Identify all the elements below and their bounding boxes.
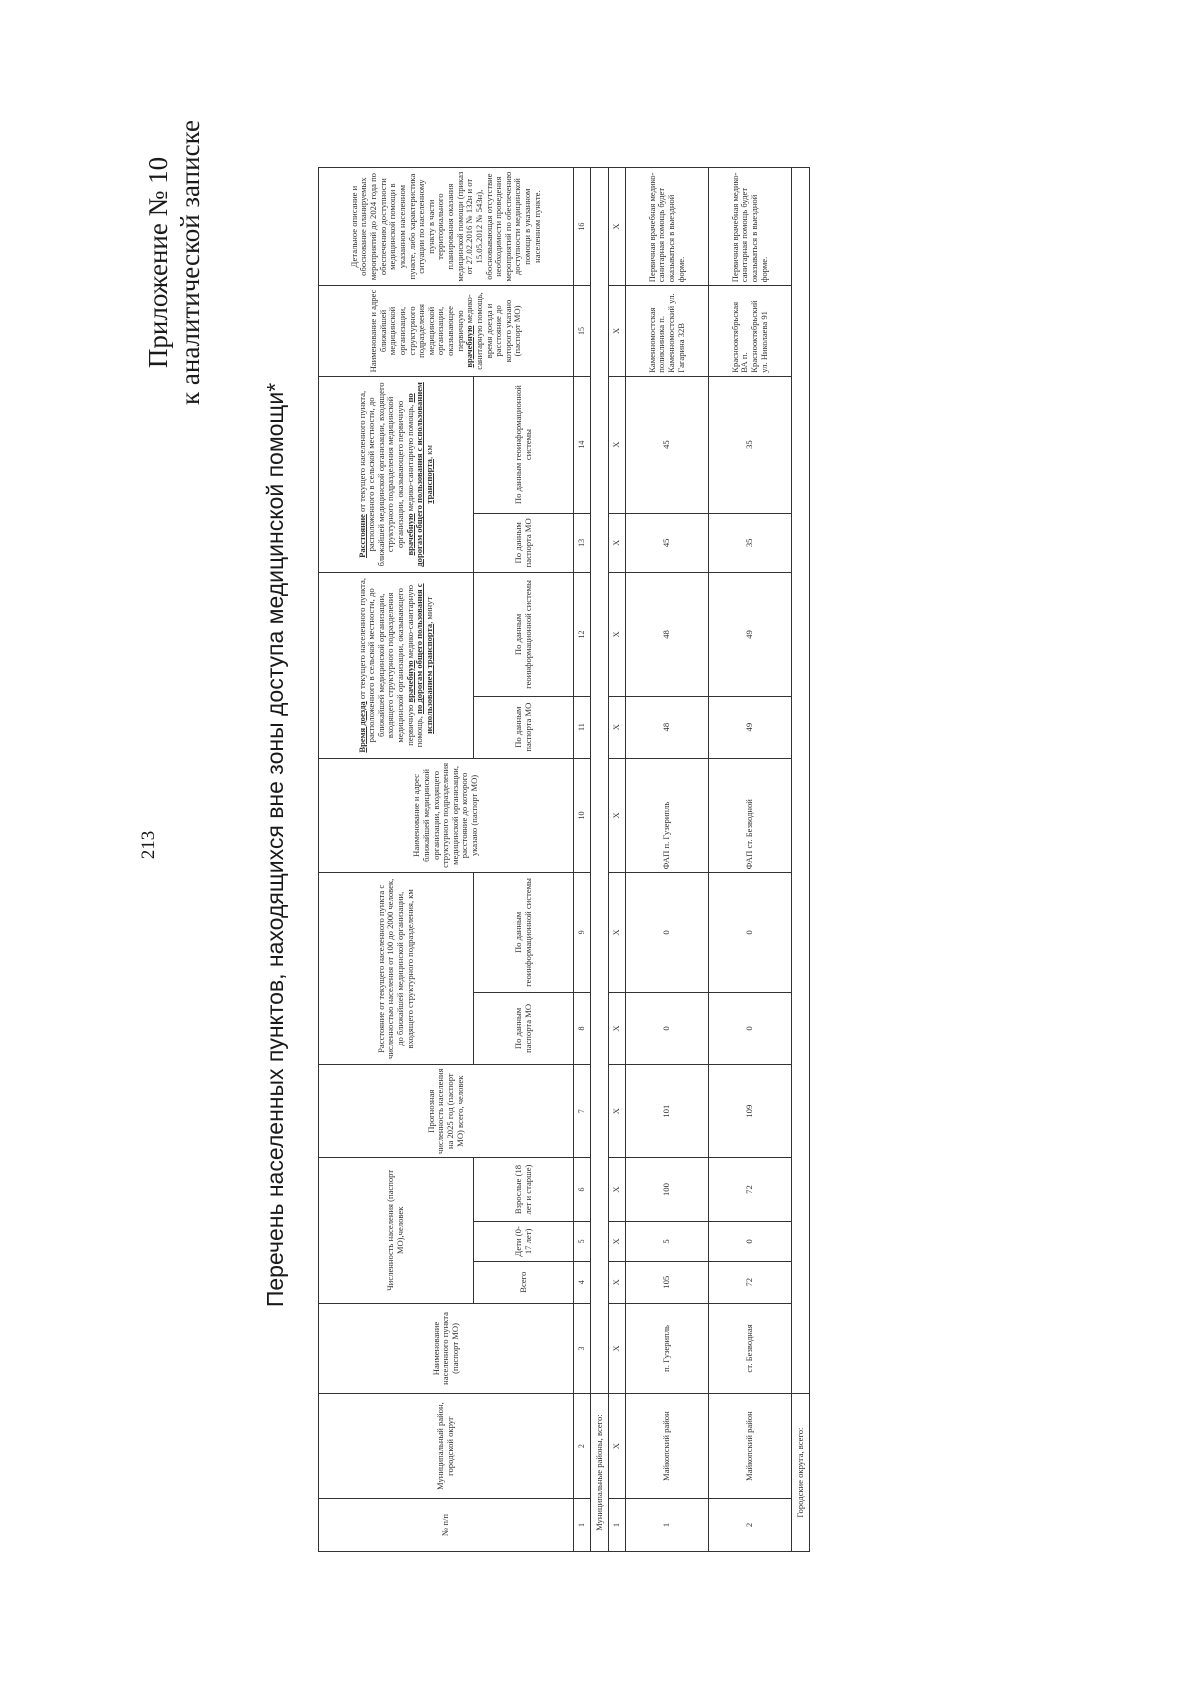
row-dist-passport: 0 — [709, 992, 792, 1065]
row-adults: 72 — [709, 1158, 792, 1222]
row-time-geo: 49 — [709, 573, 792, 697]
time-group-road: по дорогам общего пользования с использованием транспорта — [414, 583, 434, 734]
dist2-group-mid: врачебную — [404, 513, 415, 556]
header-population-group: Численность населения (паспорт МО),человек — [319, 1158, 474, 1304]
row-nearest-pc: Каменномостская поликлиника п. Каменномостский ул. Гагарина 32В — [626, 286, 709, 376]
nearest-pc-name: Наименование и адрес ближайшей медицинской организации, структурного подразделения медицинской организации, оказывающее первичную — [368, 289, 465, 373]
header-num: № п/п — [319, 1499, 574, 1552]
dist2-group-unit: , км — [423, 445, 434, 460]
header-pop-children: Дети (0-17 лет) — [474, 1222, 574, 1262]
row-num: 2 — [709, 1499, 792, 1552]
time-group-lead: Время доезда — [356, 701, 367, 753]
row-time-geo: 48 — [626, 573, 709, 697]
x-cell: X — [609, 873, 626, 992]
row-dist-passport: 0 — [626, 992, 709, 1065]
settlements-table — [318, 167, 810, 1552]
x-cell: X — [609, 1261, 626, 1303]
document-title: Перечень населенных пунктов, находящихся вне зоны доступа медицинской помощи* — [262, 382, 288, 1308]
x-cell: X — [609, 286, 626, 376]
row-total: 105 — [626, 1261, 709, 1303]
time-group-unit: , минут — [423, 596, 434, 624]
row-dist2-geo: 45 — [626, 376, 709, 513]
col-number: 8 — [574, 992, 591, 1065]
row-total: 72 — [709, 1261, 792, 1303]
row-forecast: 109 — [709, 1065, 792, 1158]
col-number: 11 — [574, 696, 591, 758]
col-number: 12 — [574, 573, 591, 697]
table-row — [709, 168, 792, 1552]
header-description: Детальное описание и обоснование планируемых мероприятий до 2024 года по обеспечению доступности медицинской помощи в указанном населенном пункте, либо характеристика ситуации по населенному пункту в части территориального планирования оказания медицинской помощи (приказ от 27.02.2016 № 132н и от 15.05.2012 № 543н), обосновывающая отсутствие необходимости проведения мероприятий по обеспечению доступности медицинской помощи в указанном населенном пункте. — [319, 168, 574, 286]
x-cell: X — [609, 1158, 626, 1222]
x-row — [609, 168, 626, 1552]
header-time-passport: По данным паспорта МО — [474, 696, 574, 758]
row-children: 0 — [709, 1222, 792, 1262]
header-dist-geo: По данным геоинформационной системы — [474, 873, 574, 992]
x-cell: X — [609, 1065, 626, 1158]
row-settlement: п. Гузерипль — [626, 1303, 709, 1393]
table-row — [626, 168, 709, 1552]
appendix-line-1: Приложение № 10 — [143, 156, 173, 369]
section-city-row — [792, 168, 810, 1552]
header-distance2-group — [319, 376, 474, 572]
row-dist-geo: 0 — [709, 873, 792, 992]
header-dist2-geo: По данным геоинформационной системы — [474, 376, 574, 513]
x-cell: X — [609, 168, 626, 286]
col-number: 14 — [574, 376, 591, 513]
col-number: 6 — [574, 1158, 591, 1222]
row-time-passport: 49 — [709, 696, 792, 758]
row-time-passport: 48 — [626, 696, 709, 758]
header-settlement: Наименование населенного пункта (паспорт МО) — [319, 1303, 574, 1393]
section-city-label: Городские округа, всего: — [792, 1394, 810, 1552]
row-num: 1 — [626, 1499, 709, 1552]
x-cell: X — [609, 1303, 626, 1393]
row-dist-geo: 0 — [626, 873, 709, 992]
col-number: 3 — [574, 1303, 591, 1393]
row-nearest: ФАП ст. Безводной — [709, 758, 792, 873]
header-row-1 — [319, 168, 474, 1552]
header-dist2-passport: По данным паспорта МО — [474, 513, 574, 573]
header-distance-group: Расстояние от текущего населенного пункта с численностью населения от 100 до 2000 человек, до ближайшей медицинской организации, входящего структурного подразделения, км — [319, 873, 474, 1065]
time-group-text: от текущего населенного пункта, расположенного в сельской местности, до ближайшей медицинской организации, входящего структурного подразделения медицинской организации, оказывающего первичную — [356, 578, 415, 746]
x-cell: X — [609, 758, 626, 873]
section-municipal-row — [591, 168, 609, 1552]
page-number: 213 — [138, 830, 159, 860]
row-settlement: ст. Безводная — [709, 1303, 792, 1393]
col-number: 16 — [574, 168, 591, 286]
header-district: Муниципальный район, городской округ — [319, 1394, 574, 1499]
row-district: Майкопский район — [709, 1394, 792, 1499]
dist2-group-text2: медико-санитарную помощь, — [404, 404, 415, 512]
x-cell: X — [609, 513, 626, 573]
row-forecast: 101 — [626, 1065, 709, 1158]
col-number: 4 — [574, 1261, 591, 1303]
nearest-pc-tail: медико-санитарную помощь, время доезда и расстояние до которого указано (паспорт МО) — [464, 292, 523, 370]
dist2-group-lead: Расстояние — [356, 514, 367, 558]
column-number-row — [574, 168, 591, 1552]
header-time-geo: По данным геоинформационной системы — [474, 573, 574, 697]
time-group-mid: врачебную — [404, 660, 415, 703]
header-pop-adults: Взрослые (18 лет и старше) — [474, 1158, 574, 1222]
col-number: 10 — [574, 758, 591, 873]
row-nearest: ФАП п. Гузерипль — [626, 758, 709, 873]
col-number: 13 — [574, 513, 591, 573]
x-cell: X — [609, 696, 626, 758]
col-number: 1 — [574, 1499, 591, 1552]
col-number: 5 — [574, 1222, 591, 1262]
x-cell: X — [609, 376, 626, 513]
header-forecast: Прогнозная численность населения на 2025 год (паспорт МО) всего, человек — [319, 1065, 574, 1158]
row-adults: 100 — [626, 1158, 709, 1222]
row-nearest-pc: Краснооктябрьская ВА п. Краснооктябрьский ул. Николаева 91 — [709, 286, 792, 376]
col-number: 9 — [574, 873, 591, 992]
section-municipal-empty — [591, 168, 609, 1394]
header-dist-passport: По данным паспорта МО — [474, 992, 574, 1065]
row-dist2-geo: 35 — [709, 376, 792, 513]
x-cell: X — [609, 1394, 626, 1499]
col-number: 15 — [574, 286, 591, 376]
row-dist2-passport: 45 — [626, 513, 709, 573]
col-number: 2 — [574, 1394, 591, 1499]
row-children: 5 — [626, 1222, 709, 1262]
appendix-line-2: к аналитической записке — [175, 120, 206, 405]
dist2-group-text: от текущего населенного пункта, расположенного в сельской местности, до ближайшей медицинской организации, входящего структурного подразделения медицинской организации, оказывающего первичную — [356, 382, 405, 567]
section-municipal-label: Муниципальные районы, всего: — [591, 1394, 609, 1552]
nearest-pc-mid: врачебную — [464, 325, 475, 368]
x-cell: X — [609, 573, 626, 697]
dist2-group-road: по дорогам общего пользования с использованием транспорта — [404, 382, 434, 567]
header-nearest-pc — [319, 286, 574, 376]
x-row-num: 1 — [609, 1499, 626, 1552]
row-description: Первичная врачебная медико-санитарная помощь будет оказываться в выездной форме. — [709, 168, 792, 286]
header-time-group — [319, 573, 474, 758]
header-pop-total: Всего — [474, 1261, 574, 1303]
x-cell: X — [609, 992, 626, 1065]
row-dist2-passport: 35 — [709, 513, 792, 573]
section-city-empty — [792, 168, 810, 1394]
appendix-label — [142, 120, 207, 405]
col-number: 7 — [574, 1065, 591, 1158]
x-cell: X — [609, 1222, 626, 1262]
time-group-text2: медико-санитарную помощь, — [404, 584, 425, 748]
row-district: Майкопский район — [626, 1394, 709, 1499]
header-nearest-org: Наименование и адрес ближайшей медицинской организации, входящего структурного подразделения медицинской организации, расстояние до которого указано (паспорт МО) — [319, 758, 574, 873]
row-description: Первичная врачебная медико-санитарная помощь будет оказываться в выездной форме. — [626, 168, 709, 286]
